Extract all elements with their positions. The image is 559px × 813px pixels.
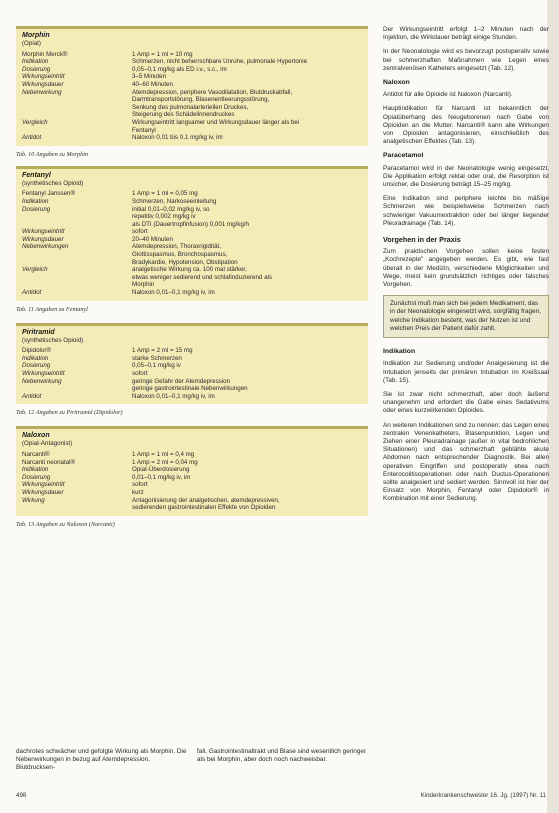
row-value: 40–60 Minuten [132,80,173,88]
row-label [22,259,132,267]
table-row [22,66,362,74]
row-label [22,111,132,119]
table-row [22,73,362,81]
row-label: Dosierung [22,362,51,370]
row-label: Narcanti neonatal® [22,458,76,466]
table-row [22,119,362,127]
table-row [22,481,362,489]
table-caption: Tab. 10 Angaben zu Morphin [16,150,89,158]
table-row [22,134,362,142]
row-value: analgetische Wirkung ca. 100 mal stärker, [132,266,247,274]
row-label [22,281,132,289]
row-label: Dosierung [22,65,51,73]
row-value: starke Schmerzen [132,354,182,362]
row-label: Fentanyl Janssen® [22,190,76,198]
row-label [22,104,132,112]
row-value: Wirkungseintritt langsamer und Wirkungsdauer länger als bei [132,118,300,126]
table-row [22,355,362,363]
drug-box [16,323,368,405]
row-label [22,274,132,282]
row-value: 0,01–0,1 mg/kg iv, im [132,473,191,481]
drug-name: Fentanyl [22,171,51,179]
table-row [22,281,362,289]
row-label: Wirkungsdauer [22,488,64,496]
table-row [22,289,362,297]
drug-table-2 [16,323,368,417]
row-value: Bradykardie, Hypotension, Obstipation [132,258,238,266]
table-row [22,81,362,89]
table-row [22,236,362,244]
row-value: kurz [132,488,144,496]
table-row [22,251,362,259]
right-column [383,26,549,510]
para-7: Zum praktischen Vorgehen sollen keine festen „Kochrezepte" angegeben werden. Es gibt, wie fast überall in der Medizin, verschiedene Möglichkeiten und Wege, meist kein grundsätzlich richtiges oder falsches Vorgehen. [383,248,549,289]
row-label: Indikation [22,354,49,362]
table-row [22,228,362,236]
table-row [22,198,362,206]
page-footer [16,792,546,799]
table-row [22,127,362,135]
table-row [22,213,362,221]
table-row [22,504,362,512]
row-value: 0,05–0,1 mg/kg iv [132,362,181,370]
row-label [22,221,132,229]
row-label: Wirkungsdauer [22,80,64,88]
table-caption: Tab. 13 Angaben zu Naloxon (Narcanti) [16,520,115,528]
row-value: 3–5 Minuten [132,73,167,81]
bottom-col-2: fall, Gastrointestinaltrakt und Blase sind wesentlich geringer als bei Morphin, aber doch noch nachweisbar. [197,748,367,764]
row-label: Indikation [22,58,49,66]
bottom-col-1: dachrotes schwächer und gefolgte Wirkung als Morphin. Die Nebenwirkungen in bezug auf Atemdepression, Blutdrucksen- [16,748,187,772]
row-value: Schmerzen, Narkoseeinleitung [132,197,217,205]
row-label [22,385,132,393]
left-column [16,26,368,538]
table-row [22,362,362,370]
drug-class: (Opiat) [22,40,41,47]
row-label: Nebenwirkungen [22,243,69,251]
table-row [22,459,362,467]
highlight-box: Zunächst muß man sich bei jedem Medikament, das in der Neonatologie eingesetzt wird, sorgfältig fragen, welche Indikation besteht, was der Nutzen ist und welchen Preis der Patient dafür zahlt. [383,295,549,338]
table-row [22,347,362,355]
table-row [22,206,362,214]
row-value: Naloxon 0,01–0,1 mg/kg iv, im [132,392,215,400]
row-value: geringe Gefahr der Atemdepression [132,377,231,385]
row-label: Wirkungseintritt [22,370,65,377]
row-value: Darmtransportstörung, Blasenentleerungsstörung, [132,96,270,104]
row-label: Wirkung [22,496,45,504]
row-label: Vergleich [22,118,48,126]
table-row [22,489,362,497]
row-label: Wirkungseintritt [22,481,65,489]
row-value: Antagonisierung der analgetischen, atemdepressiven, [132,496,280,504]
heading-paracetamol: Paracetamol [383,152,424,160]
table-row [22,274,362,282]
drug-name: Naloxon [22,432,50,440]
table-caption: Tab. 11 Angaben zu Fentanyl [16,305,88,313]
row-value: 1 Amp = 2 ml = 15 mg [132,347,193,355]
drug-class: (synthetisches Opioid) [22,336,84,344]
row-label: Antidot [22,289,42,297]
drug-table-0 [16,26,368,158]
row-label [22,251,132,259]
heading-indikation: Indikation [383,348,416,356]
table-row [22,243,362,251]
row-value: geringe gastrointestinale Nebenwirkungen [132,385,248,393]
drug-class: (synthetisches Opioid) [22,179,84,187]
table-row [22,266,362,274]
row-label [22,127,132,135]
table-row [22,104,362,112]
para-2: In der Neonatologie wird es bevorzugt postoperativ sowie bei schmerzhaften Maßnahmen wie Legen eines zentralvenösen Katheters eingesetzt (Tab. 12). [383,48,549,72]
row-label: Indikation [22,197,49,205]
table-row [22,378,362,386]
row-value: initial 0,01–0,02 mg/kg iv, so [132,205,210,213]
row-label: Dipidolor® [22,347,51,355]
drug-name: Piritramid [22,328,55,336]
row-value: Steigerung des Schädelinnendruckes [132,111,235,119]
para-1: Der Wirkungseintritt erfolgt 1–2 Minuten nach der Injektion, die Wirkdauer beträgt einige Stunden. [383,26,549,42]
row-value: 20–40 Minuten [132,235,173,243]
row-label: Antidot [22,392,42,400]
row-value: sedierenden gastrointestinalen Effekte von Opioiden [132,504,276,512]
row-label [22,96,132,104]
heading-naloxon: Naloxon [383,79,410,87]
row-label: Wirkungsdauer [22,235,64,243]
table-caption: Tab. 12 Angaben zu Piritramid (Dipidolor) [16,409,123,417]
bottom-text [16,748,368,773]
table-row [22,89,362,97]
drug-table-1 [16,166,368,313]
para-8: Indikation zur Sedierung und/oder Analgesierung ist die Intubation jenseits der primären Intubation im Kreißsaal (Tab. 15). [383,360,549,384]
heading-praxis: Vorgehen in der Praxis [383,235,461,245]
page-number: 498 [16,792,27,799]
row-value: 1 Amp = 1 ml = 10 mg [132,50,193,58]
row-value: etwas weniger sedierend und schlafinduzierend als [132,273,272,281]
para-10: An weiteren Indikationen sind zu nennen: das Legen eines zentralen Venenkatheters, Blasenpunktion, Legen und Ziehen einer Pleuradrainage (außer in vital bedrohlichen Situationen) und das schmerzhaft geblähte akute Abdomen nach entsprechender Diagnostik. Bei allen operativen Eingriffen und postoperativ etwa nach Enterocolitisoperationen oder nach Ductus-Operationen sollte analgesiert und sediert werden. Sinnvoll ist hier der Einsatz von Morphin, Fentanyl oder Dipidolor® in Kombination mit einer Sedierung. [383,421,549,503]
drug-box [16,166,368,301]
row-value: Schmerzen, nicht beherrschbare Unruhe, pulmonale Hypertonie [132,58,308,66]
row-label: Morphin Merck® [22,50,68,58]
row-value: sofort [132,370,148,377]
row-label [22,504,132,512]
para-3: Antidot für alle Opioide ist Naloxon (Narcanti). [383,91,513,99]
drug-class: (Opiat-Antagonist) [22,440,73,448]
row-label: Indikation [22,466,49,474]
para-9: Sie ist zwar nicht schmerzhaft, aber doch äußerst unangenehm und erfordert die Gabe eines Sedativums oder eines kurzwirkenden Opioides. [383,390,549,415]
row-value: sofort [132,228,148,236]
row-value: als DTI (Dauertropfinfusion) 0,001 mg/kg/h [132,220,249,228]
row-value: 1 Amp = 1 ml = 0,4 mg [132,450,195,458]
drug-box [16,26,368,146]
row-label: Wirkungseintritt [22,73,65,81]
row-value: Morphin [132,281,155,289]
row-value: Naloxon 0,01–0,1 mg/kg iv, im [132,289,215,297]
row-label: Vergleich [22,266,48,274]
table-row [22,474,362,482]
row-label: Nebenwirkung [22,88,62,96]
table-row [22,393,362,401]
journal-ref: Kinderkrankenschwester 16. Jg. (1997) Nr. 11 [420,792,546,799]
para-5: Paracetamol wird in der Neonatologie wenig eingesetzt. Die Applikation erfolgt rektal oder oral, die Resorption ist unsicher, die Dosierung beträgt 15–25 mg/kg. [383,164,549,189]
row-value: 1 Amp = 1 ml = 0,05 mg [132,190,198,198]
para-4: Hauptindikation für Narcanti ist bekanntlich der Opiatüberhang des Neugeborenen nach Gabe von Opioiden an die Mutter. Narcanti® kann alle Wirkungen von Opioiden antagonisieren, einschließlich des analgetischen Effektes (Tab. 13). [383,105,549,146]
row-value: Atemdepression, Thoraxrigidität, [132,243,221,251]
row-value: 0,05–0,1 mg/kg als ED i.v., s.c., im [132,65,227,73]
table-row [22,497,362,505]
para-6: Eine Indikation sind periphere leichte bis mäßige Schmerzen wie beispielsweise Schmerzen nach schwieriger Vakuumextraktion oder bei länger liegender Pleuradrainage (Tab. 14). [383,195,549,227]
row-label: Narcanti® [22,450,50,458]
row-value: Opiat-Überdosierung [132,466,190,474]
row-value: sofort [132,481,148,489]
table-row [22,51,362,59]
row-value: Naloxon 0,01 bis 0,1 mg/kg iv, im [132,134,223,142]
drug-name: Morphin [22,32,50,39]
row-value: Atemdepression, periphere Vasodilatation, Blutdruckabfall, [132,88,293,96]
table-row [22,385,362,393]
table-row [22,96,362,104]
table-row [22,111,362,119]
drug-table-3 [16,426,368,527]
row-label: Nebenwirkung [22,377,62,385]
row-value: repetitiv 0,002 mg/kg iv [132,213,196,221]
row-label: Dosierung [22,205,51,213]
table-row [22,221,362,229]
table-row [22,190,362,198]
table-row [22,451,362,459]
drug-box [16,426,368,515]
row-label: Antidot [22,134,42,142]
row-label: Wirkungseintritt [22,228,65,236]
table-row [22,370,362,378]
row-value: 1 Amp = 2 ml = 0,04 mg [132,458,198,466]
table-row [22,259,362,267]
row-value: Senkung des pulmonalarteriellen Druckes, [132,103,249,111]
row-label: Dosierung [22,473,51,481]
row-label [22,213,132,221]
row-value: Glottisspasmus, Bronchospasmus, [132,251,228,259]
row-value: Fentanyl [132,126,156,134]
table-row [22,58,362,66]
table-row [22,466,362,474]
